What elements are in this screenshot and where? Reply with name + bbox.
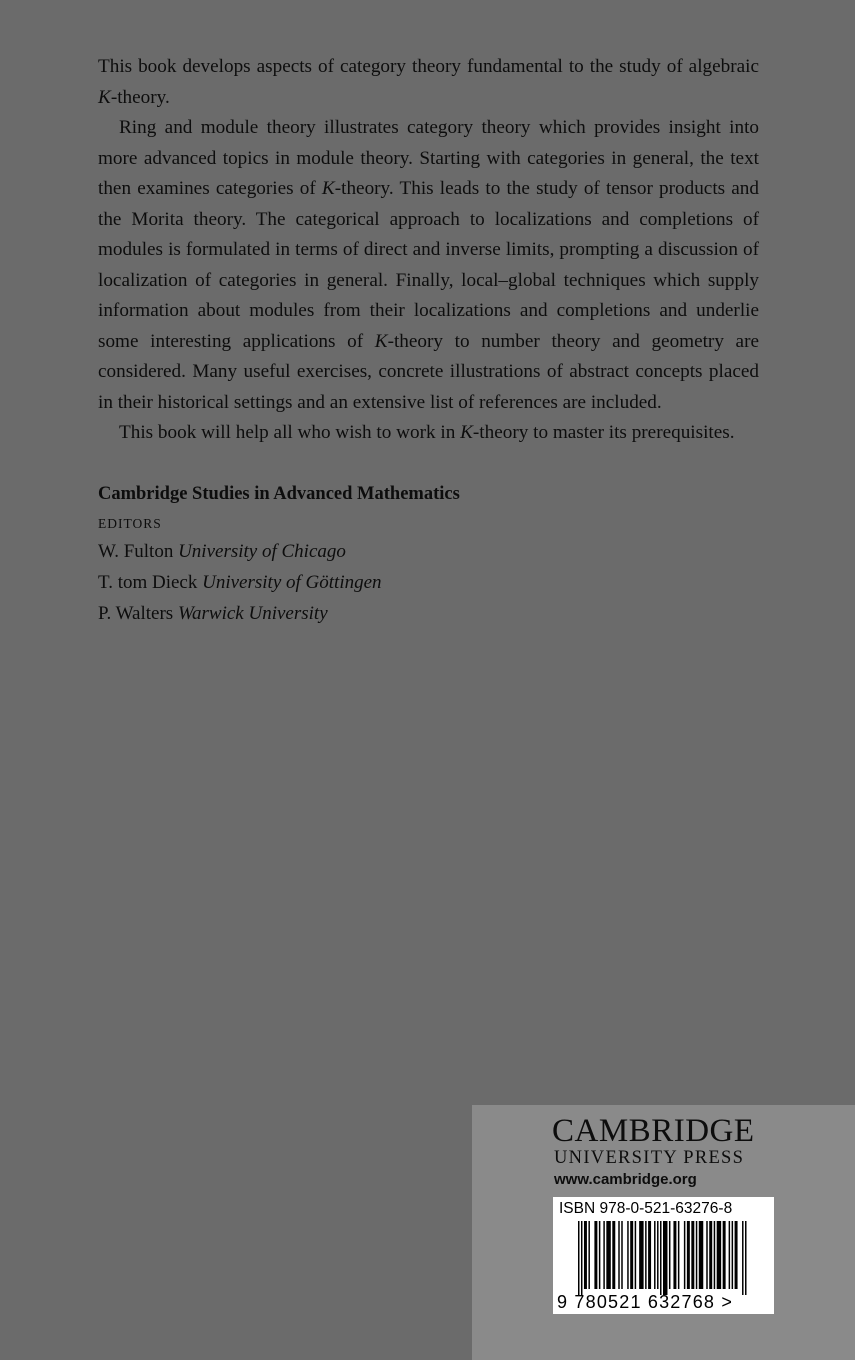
barcode-bar — [673, 1221, 676, 1289]
barcode-bar — [691, 1221, 694, 1289]
barcode-bar — [663, 1221, 667, 1295]
barcode-bar — [660, 1221, 661, 1295]
barcode-bar — [584, 1221, 587, 1289]
barcode-bar — [742, 1221, 743, 1295]
barcode-bar — [735, 1221, 738, 1289]
publisher-press: UNIVERSITY PRESS — [554, 1148, 745, 1168]
series-title: Cambridge Studies in Advanced Mathematics — [98, 484, 460, 504]
editor-name: W. Fulton — [98, 541, 174, 562]
barcode-bar — [723, 1221, 726, 1289]
barcode-bar — [745, 1221, 746, 1295]
barcode-bar — [654, 1221, 655, 1289]
barcode-bar — [639, 1221, 643, 1289]
barcode-digits: 9 780521 632768 > — [557, 1292, 734, 1312]
barcode-bar — [588, 1221, 589, 1289]
barcode-bar — [706, 1221, 707, 1289]
barcode-bar — [599, 1221, 600, 1289]
barcode-bar — [621, 1221, 622, 1289]
publisher-block — [472, 1105, 855, 1360]
editor-affiliation: University of Chicago — [178, 541, 346, 562]
editor-entry — [98, 567, 759, 598]
editor-affiliation: University of Göttingen — [202, 572, 382, 593]
barcode-bar — [627, 1221, 628, 1289]
editor-entry — [98, 598, 759, 629]
barcode-bar — [645, 1221, 646, 1289]
publisher-name: CAMBRIDGE — [552, 1113, 755, 1149]
barcode-bar — [657, 1221, 658, 1289]
editors-label: EDITORS — [98, 516, 162, 531]
barcode-bar — [709, 1221, 712, 1289]
editor-affiliation: Warwick University — [177, 603, 328, 624]
barcode-bar — [714, 1221, 715, 1289]
editor-name: T. tom Dieck — [98, 572, 198, 593]
barcode-bar — [729, 1221, 730, 1289]
barcode-bar — [612, 1221, 615, 1289]
publisher-url: www.cambridge.org — [554, 1171, 697, 1188]
barcode-bar — [696, 1221, 697, 1289]
barcode-bar — [606, 1221, 610, 1289]
barcode-bar — [687, 1221, 690, 1289]
editor-name: P. Walters — [98, 603, 174, 624]
blurb-paragraph-1: This book develops aspects of category theory fundamental to the study of algebraic K-theory. — [98, 56, 759, 108]
barcode-bar — [717, 1221, 721, 1289]
barcode-bar — [648, 1221, 651, 1289]
barcode-bar — [678, 1221, 679, 1289]
barcode-bar — [630, 1221, 633, 1289]
isbn-barcode — [553, 1197, 774, 1314]
barcode-bar — [699, 1221, 703, 1289]
barcode-bar — [581, 1221, 582, 1295]
blurb-paragraph-2: Ring and module theory illustrates category theory which provides insight into more advanced topics in module theory. Starting with categories in general, the text then examines categories of K-theory. This leads to the study of tensor products and the Morita theory. The categorical approach to localizations and completions of modules is formulated in terms of direct and inverse limits, prompting a discussion of localization of categories in general. Finally, local–global techniques which supply information about modules from their localizations and completions and underlie some interesting applications of K-theory to number theory and geometry are considered. Many useful exercises, concrete illustrations of abstract concepts placed in their historical settings and an extensive list of references are included. — [98, 117, 759, 413]
barcode-bar — [635, 1221, 636, 1289]
barcode-bars — [578, 1221, 748, 1295]
isbn-text: ISBN 978-0-521-63276-8 — [559, 1200, 733, 1217]
barcode-bar — [603, 1221, 604, 1289]
barcode-bar — [732, 1221, 733, 1289]
barcode-bar — [669, 1221, 670, 1289]
series-info — [98, 481, 759, 629]
barcode-bar — [594, 1221, 597, 1289]
barcode-bar — [578, 1221, 579, 1295]
blurb-paragraph-3: This book will help all who wish to work in K-theory to master its prerequisites. — [119, 422, 735, 443]
editor-entry — [98, 536, 759, 567]
barcode-bar — [684, 1221, 685, 1289]
back-cover-blurb — [98, 52, 759, 449]
barcode-bar — [618, 1221, 619, 1289]
